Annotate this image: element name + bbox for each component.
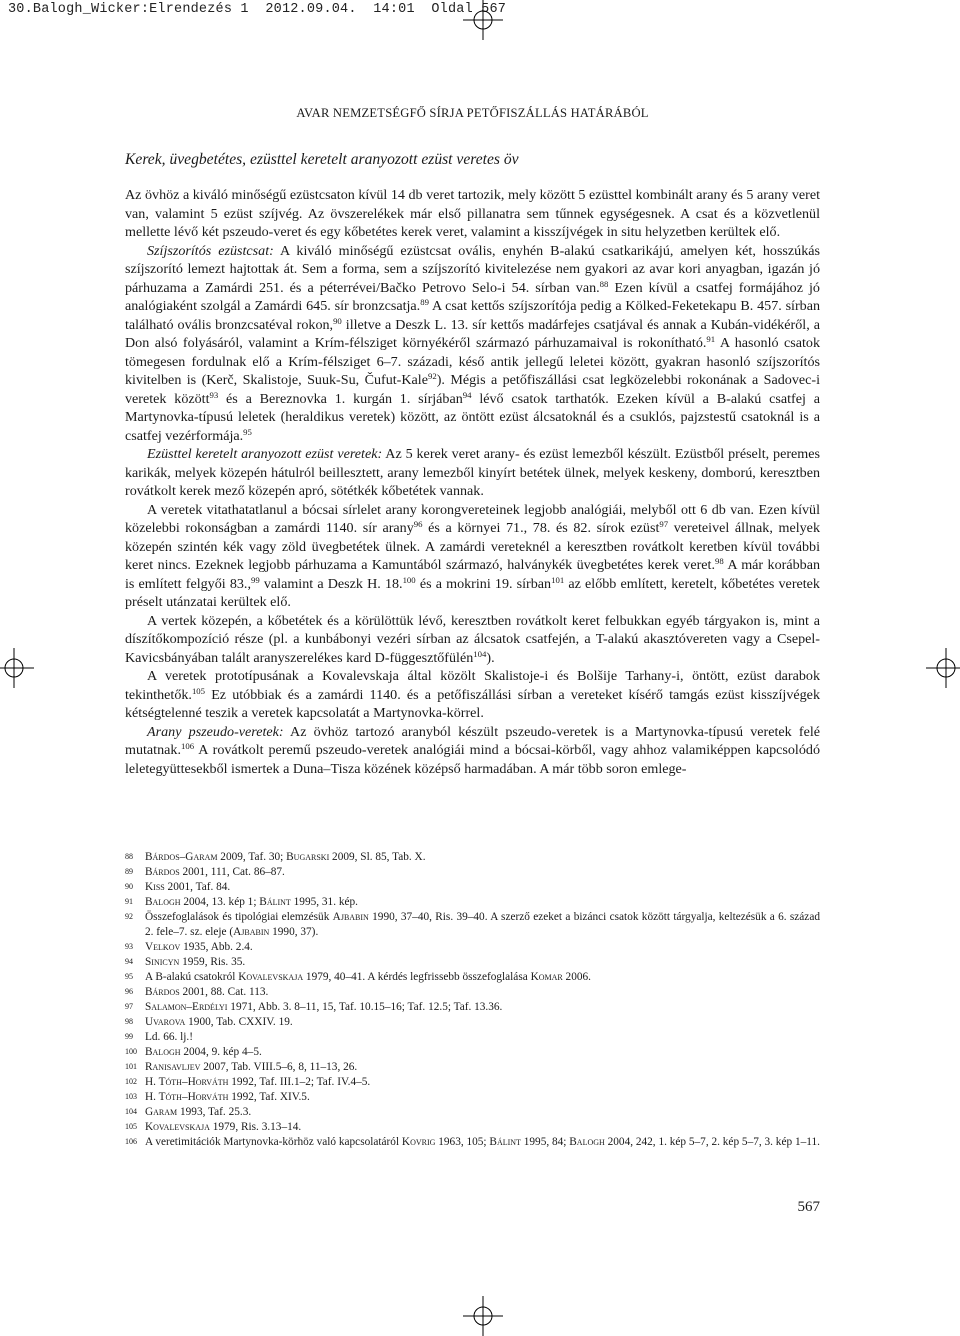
footnote-102 <box>125 1075 820 1090</box>
footnote-text <box>145 1060 820 1075</box>
footnote-number: 88 <box>125 852 133 861</box>
footnote-95 <box>125 970 820 985</box>
footnote-ref-text: Ld. 66. lj.! <box>145 1031 194 1043</box>
footnote-number: 91 <box>125 897 133 906</box>
paragraph-4-text: és a mokrini 19. sírban <box>415 575 552 592</box>
paragraph-5 <box>125 612 820 668</box>
footnote-author: Salamon–Erdélyi <box>145 1001 228 1013</box>
paragraph-6-text: Ez utóbbiak és a zamárdi 1140. és a petőfiszállási sírban a vereteket kísérő tamgás ezüst kisszíjvégek kétségtelenné teszik a veretek kapcsolatát a Martynovka-körrel. <box>125 686 820 721</box>
footnote-ref-89[interactable]: 89 <box>420 297 429 308</box>
footnote-author: Bálint <box>489 1136 521 1148</box>
paragraph-2-text: lévő csatok tarthatók. Ezeken kívül a B-alakú csatfej a Martynovka-típusú leletek (heraldikus veretek) között, az öntött ezüst álcsatoknál és a csuklós, pajzstestű csatoknál is a csatfej vezérformája. <box>125 390 820 444</box>
body-text <box>125 186 820 778</box>
footnote-text <box>145 1045 820 1060</box>
footnote-number: 89 <box>125 867 133 876</box>
paragraph-4-text: vereteivel állnak, melyek közepén szintén kék vagy zöld üvegbetétek ülnek. A zamárdi vereteknél a keresztben rovátkolt keretben kívül további keret nincs. Ezeknek legjobb párhuzama a Kamuntából származó, halványkék üvegbetétes kerek veret. <box>125 520 820 573</box>
paragraph-7-text: Az övhöz tartozó aranyból készült pszeudo-veretek is a Martynovka-típusú veretek felé mutatnak. <box>125 723 820 758</box>
footnote-number: 101 <box>125 1062 137 1071</box>
paragraph-4-text: A veretek vitathatatlanul a bócsai sírlelet arany korongvereteinek legjobb analógiái, melyből ott 6 db van. Ezen kívül közelebbi rokonságban a zamárdi 1140. sír arany <box>125 501 820 536</box>
footnote-text <box>145 880 820 895</box>
footnote-number: 94 <box>125 957 133 966</box>
paragraph-7-text: A rovátkolt peremű pszeudo-veretek analógiái mind a bócsai-körből, vagy ahhoz valamiképpen kapcsolódó leletegyüttesekből ismertek a Duna–Tisza közének középső harmadában. A már több soron emlege- <box>125 742 820 777</box>
footnote-author: H. Tóth–Horváth <box>145 1076 229 1088</box>
footnote-105 <box>125 1120 820 1135</box>
footnote-number: 100 <box>125 1047 137 1056</box>
footnote-author: Kovalevskaja <box>145 1121 210 1133</box>
footnote-text <box>145 1030 820 1045</box>
footnote-93 <box>125 940 820 955</box>
footnote-ref-text: 1935, Abb. 2.4. <box>180 941 253 953</box>
paragraph-2-text: A kiváló minőségű ezüstcsat ovális, enyhén B-alakú csatkarikájú, amelyen két, hosszúkás szíjszorító lemezt hajtottak át. Sem a forma, sem a szíjszorító kivitelezése nem gyakori az avar kori anyagban, igazán jó párhuzama a Zamárdi 251. és a péterrévei/Bačko Petrovo Selo-i 54. sírban van. <box>125 242 820 296</box>
paragraph-2-text: Ezen kívül a csatfej formájához jó analógiaként szolgál a Zamárdi 645. sír bronzcsatja. <box>125 279 820 314</box>
footnote-number: 106 <box>125 1137 137 1146</box>
footnote-90 <box>125 880 820 895</box>
footnote-ref-98[interactable]: 98 <box>714 556 724 567</box>
footnote-author: Komar <box>530 971 563 983</box>
footnote-98 <box>125 1015 820 1030</box>
footnote-author: Bugarski <box>286 851 330 863</box>
paragraph-4-text: és a környei 71., 78. és 82. sírok ezüst <box>422 520 660 536</box>
footnote-text <box>145 1015 820 1030</box>
print-slug: 30.Balogh_Wicker:Elrendezés 1 2012.09.04. 14:01 Oldal 567 <box>8 2 507 17</box>
footnote-number: 96 <box>125 987 133 996</box>
paragraph-3-text: Az 5 kerek veret arany- és ezüst lemezből készült. Ezüstből préselt, peremes karikák, melyek közepén hátulról beillesztett, arany lemezből kinyírt betétek ülnek, melyek keskeny, domború, keresztben rovátkolt kerek mező közepén apró, sötétkék kőbetétek vannak. <box>125 446 820 499</box>
footnote-ref-95[interactable]: 95 <box>243 426 252 437</box>
footnote-number: 102 <box>125 1077 137 1086</box>
footnote-ref-text: 1990, 37). <box>269 926 319 938</box>
paragraph-4-text: A már korábban is említett felgyői 83., <box>125 557 820 592</box>
footnote-ref-text: 2009, Sl. 85, Tab. X. <box>329 851 426 863</box>
footnote-author: Kovalevskaja <box>238 971 304 983</box>
footnote-author: Balogh <box>145 896 181 908</box>
footnote-ref-text: 1971, Abb. 3. 8–11, 15, Taf. 10.15–16; Taf. 12.5; Taf. 13.36. <box>227 1001 503 1013</box>
footnote-number: 99 <box>125 1032 133 1041</box>
footnote-103 <box>125 1090 820 1105</box>
footnote-ref-90[interactable]: 90 <box>333 315 342 326</box>
footnote-106 <box>125 1135 820 1150</box>
footnote-text <box>145 895 820 910</box>
footnote-ref-text: A veretimitációk Martynovka-körhöz való kapcsolatáról <box>145 1136 402 1148</box>
footnote-ref-text: 1992, Taf. XIV.5. <box>228 1091 310 1103</box>
paragraph-2-text: ). Mégis a petőfiszállási csat legközelebbi rokonának a Sadovec-i veretek között <box>125 372 820 407</box>
footnote-ref-text: 1979, 40–41. A kérdés legfrissebb összefoglalása <box>303 971 531 983</box>
footnote-text <box>145 955 820 970</box>
footnote-ref-text: 1995, 84; <box>520 1136 570 1148</box>
footnote-number: 98 <box>125 1017 133 1026</box>
footnote-ref-91[interactable]: 91 <box>706 334 716 345</box>
footnote-ref-105[interactable]: 105 <box>191 685 206 696</box>
footnote-number: 104 <box>125 1107 137 1116</box>
footnote-ref-104[interactable]: 104 <box>473 648 487 659</box>
footnote-text <box>145 1120 820 1135</box>
footnote-92 <box>125 910 820 940</box>
footnote-author: H. Tóth–Horváth <box>145 1091 229 1103</box>
footnote-ref-text: 2004, 242, 1. kép 5–7, 2. kép 5–7, 3. kép 1–11. <box>604 1136 820 1148</box>
footnote-number: 105 <box>125 1122 137 1131</box>
footnote-97 <box>125 1000 820 1015</box>
footnote-text <box>145 1075 820 1090</box>
page-number: 567 <box>797 1199 820 1215</box>
footnote-ref-97[interactable]: 97 <box>659 519 669 530</box>
footnote-text <box>145 1090 820 1105</box>
footnote-ref-101[interactable]: 101 <box>551 574 565 585</box>
footnotes <box>125 850 820 1150</box>
footnote-ref-text: 2001, 111, Cat. 86–87. <box>179 866 285 878</box>
footnote-ref-text: 1963, 105; <box>435 1136 490 1148</box>
crop-mark-bottom-center <box>463 1296 503 1336</box>
paragraph-7 <box>125 723 820 779</box>
footnote-author: Bárdos <box>145 986 180 998</box>
paragraph-4 <box>125 501 820 612</box>
paragraph-1: Az övhöz a kiváló minőségű ezüstcsaton kívül 14 db veret tartozik, mely között 5 ezüsttel kombinált arany és 5 arany veret van, valamint 5 ezüst szíjvég. Az övszerelékek már első pillanatra sem tűnnek egységesnek. A csat és a közvetlenül mellette lévő két pszeudo-veret és egy kőbetétes kerek veret, valamint a kisszíjvégek in situ helyzetben kerültek elő. <box>125 187 820 240</box>
footnote-number: 92 <box>125 912 133 921</box>
footnote-number: 93 <box>125 942 133 951</box>
footnote-author: Sinicyn <box>145 956 180 968</box>
footnote-author: Bárdos <box>145 866 180 878</box>
footnote-author: Balogh <box>145 1046 181 1058</box>
footnote-ref-106[interactable]: 106 <box>180 741 195 752</box>
footnote-ref-text: 1959, Ris. 35. <box>179 956 246 968</box>
footnote-author: Bárdos–Garam <box>145 851 218 863</box>
paragraph-4-text: valamint a Deszk H. 18. <box>259 575 403 592</box>
paragraph-2-text: A hasonló csatok tömegesen fordulnak elő a Krím-félsziget 6–7. századi, késő antik jellegű leletei között, gyakran hasonló szíjszorítós kivitelben is (Kerč, Skalistoje, Suuk-Su, Čufut-Kale <box>125 335 821 388</box>
footnote-ref-text: 1995, 31. kép. <box>290 896 358 908</box>
paragraph-2-text: és a Bereznovka 1. kurgán 1. sírjában <box>218 390 463 407</box>
footnote-author: Balogh <box>569 1136 605 1148</box>
paragraph-6 <box>125 667 820 723</box>
footnote-author: Kovrig <box>401 1136 436 1148</box>
footnote-89 <box>125 865 820 880</box>
paragraph-5-text: A vertek közepén, a kőbetétek és a körülöttük lévő, keresztben rovátkolt keret felbukkan egyéb tárgyakon is, mint a díszítőkompozíció része (pl. a kunbábonyi vezéri sírban az álcsatok csatfején, a T-alakú akasztóvereten vagy a Csepel-Kavicsbányában talált aranyszerelékes kard D-függesztőfülén <box>125 612 820 666</box>
paragraph-3-lead: Ezüsttel keretelt aranyozott ezüst veretek: <box>147 446 383 462</box>
footnote-ref-text: 1990, 37–40, Ris. 39–40. A szerző ezeket a bizánci csatok között tárgyalja, keltezésük a 6. század 2. fele–7. sz. eleje ( <box>145 911 820 938</box>
footnote-text <box>145 1135 820 1150</box>
footnote-ref-text: 2001, 88. Cat. 113. <box>179 986 269 998</box>
footnote-ref-text: 2007, Tab. VIII.5–6, 8, 11–13, 26. <box>200 1061 358 1073</box>
footnote-ref-100[interactable]: 100 <box>402 574 416 585</box>
footnote-ref-text: 2001, Taf. 84. <box>164 881 231 893</box>
footnote-author: Kiss <box>145 881 165 893</box>
footnote-number: 95 <box>125 972 133 981</box>
footnote-author: Ranisavljev <box>145 1061 201 1073</box>
footnote-author: Garam <box>145 1106 178 1118</box>
footnote-author: Ajbabin <box>233 926 270 938</box>
paragraph-6-text: A veretek prototípusának a Kovalevskaja által közölt Skalistoje-i és Bolšije Tarhany-i, öntött, ezüst darabok tekinthetők. <box>125 668 820 703</box>
footnote-96 <box>125 985 820 1000</box>
footnote-ref-text: 1992, Taf. III.1–2; Taf. IV.4–5. <box>228 1076 371 1088</box>
crop-mark-top-center <box>463 0 503 40</box>
paragraph-2-text: A csat kettős szíjszorítója pedig a Kölked-Feketekapu B. 457. sírban található ovális bronzcsatéval rokon, <box>125 298 821 333</box>
footnote-ref-text: 2004, 9. kép 4–5. <box>180 1046 262 1058</box>
footnote-text <box>145 850 820 865</box>
footnote-text <box>145 1105 820 1120</box>
footnote-ref-99[interactable]: 99 <box>250 574 260 585</box>
footnote-ref-text: 1979, Ris. 3.13–14. <box>209 1121 302 1133</box>
footnote-author: Uvarova <box>145 1016 186 1028</box>
footnote-ref-text: 2009, Taf. 30; <box>217 851 287 863</box>
crop-mark-left-middle <box>0 648 34 688</box>
footnote-text <box>145 910 820 940</box>
footnote-94 <box>125 955 820 970</box>
footnote-91 <box>125 895 820 910</box>
footnote-88 <box>125 850 820 865</box>
footnote-text <box>145 940 820 955</box>
footnote-text <box>145 1000 820 1015</box>
footnote-ref-88[interactable]: 88 <box>599 278 609 289</box>
footnote-text <box>145 970 820 985</box>
footnote-ref-92[interactable]: 92 <box>427 371 437 382</box>
footnote-number: 97 <box>125 1002 133 1011</box>
footnote-100 <box>125 1045 820 1060</box>
paragraph-4-text: az előbb említett, keretelt, kőbetétes veretek préselt utánzatai kerültek elő. <box>125 575 820 610</box>
footnote-ref-text: A B-alakú csatokról <box>145 971 239 983</box>
paragraph-2-lead: Szíjszorítós ezüstcsat: <box>147 242 274 259</box>
footnote-text <box>145 985 820 1000</box>
footnote-number: 90 <box>125 882 133 891</box>
footnote-ref-text: Összefoglalások és tipológiai elemzésük <box>145 911 333 923</box>
footnote-ref-96[interactable]: 96 <box>413 519 423 530</box>
footnote-ref-text: 2004, 13. kép 1; <box>180 896 260 908</box>
footnote-text <box>145 865 820 880</box>
footnote-number: 103 <box>125 1092 137 1101</box>
paragraph-7-lead: Arany pszeudo-veretek: <box>147 723 284 740</box>
footnote-ref-text: 1993, Taf. 25.3. <box>177 1106 252 1118</box>
footnote-ref-text: 2006. <box>562 971 591 983</box>
footnote-author: Bálint <box>259 896 291 908</box>
footnote-ref-93[interactable]: 93 <box>209 389 219 400</box>
paragraph-2-text: illetve a Deszk L. 13. sír kettős madárfejes csatjával és annak a Kubán-vidékéről, a Don alsó folyásáról, valamint a Krím-félsziget környékéről származó párhuzamaival is rokonítható. <box>125 316 820 351</box>
footnote-101 <box>125 1060 820 1075</box>
running-head: AVAR NEMZETSÉGFŐ SÍRJA PETŐFISZÁLLÁS HATÁRÁBÓL <box>296 106 649 120</box>
paragraph-2 <box>125 242 820 446</box>
footnote-ref-text: 1900, Tab. CXXIV. 19. <box>185 1016 293 1028</box>
section-heading: Kerek, üvegbetétes, ezüsttel keretelt aranyozott ezüst veretes öv <box>125 151 519 168</box>
footnote-author: Ajbabin <box>332 911 369 923</box>
footnote-99 <box>125 1030 820 1045</box>
paragraph-5-text: ). <box>486 649 495 666</box>
crop-mark-right-middle <box>926 648 960 688</box>
paragraph-3 <box>125 445 820 501</box>
footnote-104 <box>125 1105 820 1120</box>
footnote-ref-94[interactable]: 94 <box>462 389 472 400</box>
footnote-author: Velkov <box>145 941 181 953</box>
